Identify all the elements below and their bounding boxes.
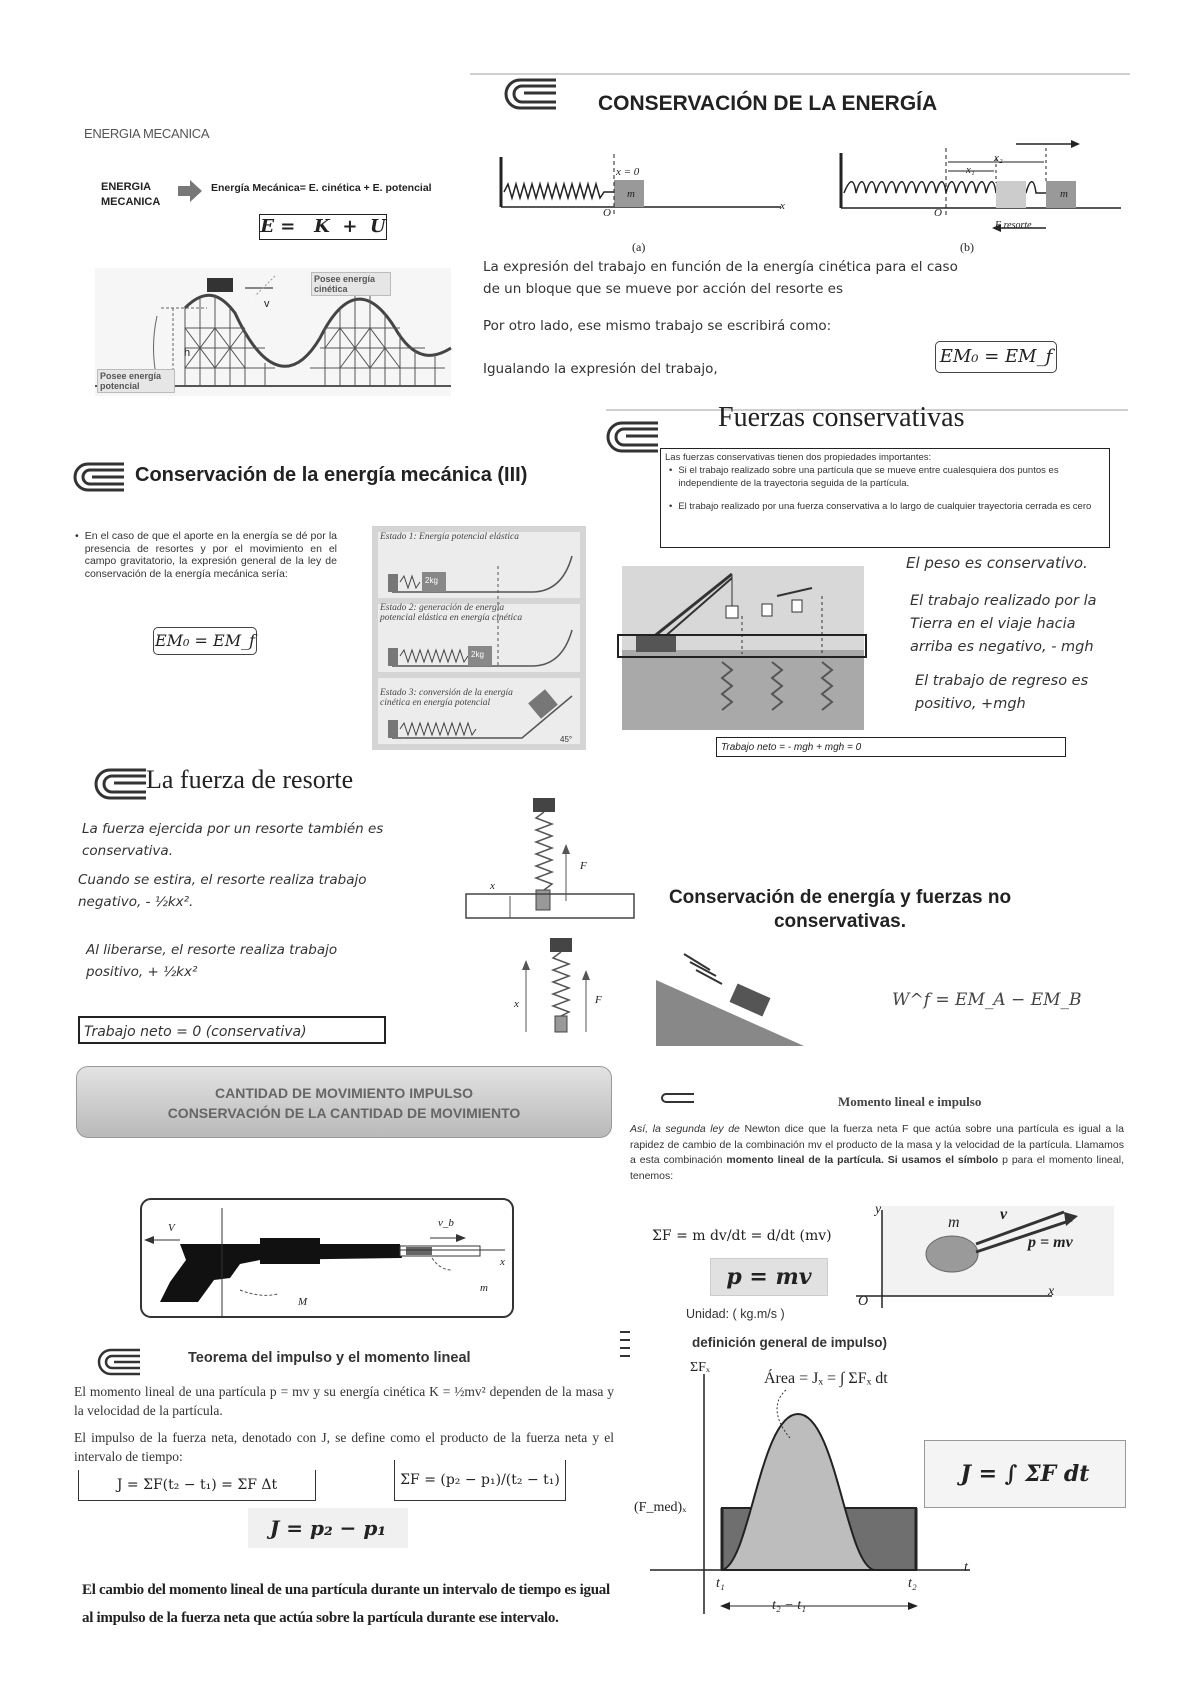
s5-f-bottom: F [595,994,602,1006]
s7-revolver-figure [140,1198,514,1318]
s8-momentum-figure [852,1206,1114,1312]
s7-banner-line-2: CONSERVACIÓN DE LA CANTIDAD DE MOVIMIENTO [167,1105,521,1121]
s4-right-3: El trabajo de regreso es positivo, +mgh [915,673,1089,712]
s3-bullet-text: En el caso de que el aporte en la energía se dé por la presencia de resortes y por el movimiento en el campo gravitatorio, la expresión general de la ley de conservación de la energía mecánica sería: [84,530,337,580]
s8-p1a: Así, la segunda ley de [630,1123,740,1135]
s8-fig-m: m [948,1214,960,1231]
s10-area-label: Área = Jₓ = ∫ ΣFₓ dt [764,1370,888,1387]
s10-title: definición general de impulso) [692,1335,888,1350]
s9-title: Teorema del impulso y el momento lineal [188,1350,471,1366]
s4-bullet-2: • El trabajo realizado por una fuerza conservativa a lo largo de cualquier trayectoria cerrada es cero [669,501,1092,512]
s2-paragraph-1: La expresión del trabajo en función de la energía cinética para el caso de un bloque que se mueve por acción del resorte es [483,259,958,297]
s2-equation [935,341,1057,373]
s4-highlight-rect [617,634,867,658]
s5-paragraph-2: Cuando se estira, el resorte realiza trabajo negativo, - ½kx². [78,872,367,910]
s7-banner [76,1066,612,1138]
s3-states-figure [372,526,586,750]
s8-fig-x: x [1048,1284,1055,1299]
s10-ylabel: ΣFₓ [690,1360,710,1375]
s3-equation-text: EM₀ = EM_f [154,631,256,650]
s2-spring-figure-b [836,138,1126,238]
s2-equation-text: EM₀ = EM_f [939,346,1053,367]
s2-x2-label: x₂ [994,152,1003,164]
s10-t1-label: t₁ [716,1576,725,1591]
s7-m-label: m [480,1282,488,1294]
s3-state-3: Estado 3: conversión de la energía cinética en energía potencial [380,688,513,708]
s8-p1b: Newton dice que la fuerza neta F que actúa sobre una partícula es igual a la rapidez de cambio de la combinación mv el producto de la masa y la velocidad de la partícula. Llamamos a esta combinación [630,1123,1124,1166]
s2-force-label: F resorte [995,220,1032,231]
s10-impulse-graph [640,1374,970,1628]
s2-x1-label: x₁ [966,164,975,176]
s8-logo-icon [660,1092,696,1104]
s6-incline-figure [654,952,810,1048]
s9-equation-3: J = p₂ − p₁ [248,1508,408,1548]
s3-state-1: Estado 1: Energía potencial elástica [380,532,519,542]
s5-f-top: F [580,860,587,872]
s1-definition: Energía Mecánica= E. cinética + E. potencial [211,182,432,194]
s3-bullet: • En el caso de que el aporte en la energía se dé por la presencia de resortes y por el movimiento en el campo gravitatorio, la expresión general de la ley de conservación de la energía mecánica sería: [75,530,337,580]
s8-fig-p: p = mv [1028,1234,1073,1251]
s2-paragraph-3: Igualando la expresión del trabajo, [483,361,718,377]
s5-net-work: Trabajo neto = 0 (conservativa) [78,1016,386,1044]
s5-paragraph-3: Al liberarse, el resorte realiza trabajo positivo, + ½kx² [86,942,338,980]
s7-v-label: V [168,1222,175,1234]
s1-label: ENERGIA MECANICA [101,181,161,208]
s9-equation-1: J = ΣF(t₂ − t₁) = ΣF Δt [78,1470,316,1501]
s7-x-label: x [500,1256,505,1268]
s3-state-2: Estado 2: generación de energía potencial elástica en energía cinética [380,603,523,623]
s2-mass-b: m [1060,188,1068,200]
s2-fig-a-caption: (a) [632,240,646,254]
s2-x0-label: x = 0 [616,166,640,178]
s2-logo-icon [502,76,558,112]
s7-banner-line-1: CANTIDAD DE MOVIMIENTO IMPULSO [215,1085,473,1101]
s2-mass-a: m [627,188,635,200]
s1-v-label: v [264,298,270,310]
s10-t-label: t [964,1560,968,1575]
s5-logo-icon [92,766,148,802]
s3-mass-1: 2kg [425,576,438,585]
s1-arrow-icon [178,180,204,202]
s8-equation-2: p = mv [710,1258,828,1296]
s8-equation-1: ΣF = m dv/dt = d/dt (mv) [652,1228,832,1244]
s4-net-work: Trabajo neto = - mgh + mgh = 0 [716,737,1066,757]
s7-vb-label: v_b [438,1217,454,1229]
s10-t2-label: t₂ [908,1576,917,1591]
s8-fig-y: y [875,1202,882,1217]
s5-x-bottom: x [514,998,519,1010]
s3-mass-2: 2kg [471,650,484,659]
s5-title: La fuerza de resorte [146,765,354,794]
s2-fig-b-caption: (b) [960,240,974,254]
s2-top-rule [470,73,1130,75]
s4-properties-box [660,448,1110,548]
s9-paragraph-2: El impulso de la fuerza neta, denotado con J, se define como el producto de la fuerza neta y el intervalo de tiempo: [74,1430,614,1464]
s1-formula: E = K + U [259,214,387,240]
s8-fig-o: O [858,1294,869,1309]
s6-title: Conservación de energía y fuerzas no conservativas. [668,887,1012,932]
s3-equation [153,627,257,655]
s9-equation-2: ΣF = (p₂ − p₁)/(t₂ − t₁) [394,1460,566,1501]
s4-right-1: El peso es conservativo. [906,554,1088,572]
s8-title: Momento lineal e impulso [838,1094,982,1109]
s1-potential-label: Posee energía potencial [97,369,175,393]
s2-origin-b: O [934,207,942,219]
s4-title: Fuerzas conservativas [718,402,965,433]
s5-paragraph-1: La fuerza ejercida por un resorte también es conservativa. [82,821,384,859]
s10-fmed-label: (F_med)ₓ [634,1500,687,1515]
s6-equation: W^f = EM_A − EM_B [892,990,1082,1010]
s1-header: ENERGIA MECANICA [84,126,210,141]
s3-angle: 45° [560,735,573,744]
s1-h-label: h [184,347,191,359]
s10-bars-icon [620,1330,630,1358]
s2-x-axis-a: x [780,200,785,212]
s3-logo-icon [70,460,126,494]
s2-paragraph-2: Por otro lado, ese mismo trabajo se escribirá como: [483,318,832,334]
s1-kinetic-label: Posee energía cinética [311,272,391,296]
s3-title: Conservación de la energía mecánica (III) [135,464,528,486]
s2-spring-figure-a [496,152,786,242]
s4-bullet-1: • Si el trabajo realizado sobre una partícula que se mueve entre cualesquiera dos puntos es independiente de la trayectoria seguida de la partícula. [669,464,1105,490]
s9-logo-icon [96,1347,142,1377]
s5-spring-figure-top [466,796,636,922]
s8-paragraph [630,1122,1124,1184]
s8-fig-v: v [1000,1206,1008,1223]
s10-dt-label: t₂ − t₁ [772,1598,806,1613]
s4-bullet-1-text: Si el trabajo realizado sobre una partícula que se mueve entre cualesquiera dos puntos es independiente de la trayectoria seguida de la partícula. [678,465,1059,489]
s8-p1bold: momento lineal de la partícula. Si usamos el símbolo [726,1154,999,1166]
s5-spring-figure-bottom [516,936,606,1036]
s4-box-intro: Las fuerzas conservativas tienen dos propiedades importantes: [665,452,932,463]
s5-x-top: x [490,880,495,892]
s2-title: CONSERVACIÓN DE LA ENERGÍA [598,92,938,115]
s4-logo-icon [604,419,660,455]
s2-origin-a: O [603,207,611,219]
s4-right-2: El trabajo realizado por la Tierra en el viaje hacia arriba es negativo, - mgh [910,593,1097,655]
s8-unit: Unidad: ( kg.m/s ) [686,1307,785,1321]
s8-p1c: p para el momento lineal, tenemos: [630,1154,1124,1182]
s9-paragraph-1: El momento lineal de una partícula p = mv y su energía cinética K = ½mv² dependen de la masa y la velocidad de la partícula. [74,1384,614,1418]
s9-final: El cambio del momento lineal de una partícula durante un intervalo de tiempo es igual al impulso de la fuerza neta que actúa sobre la partícula durante ese intervalo. [82,1582,610,1626]
s10-equation: J = ∫ ΣF dt [924,1440,1126,1508]
s4-bullet-2-text: El trabajo realizado por una fuerza conservativa a lo largo de cualquier trayectoria cerrada es cero [678,501,1092,512]
s7-M-label: M [298,1296,308,1308]
